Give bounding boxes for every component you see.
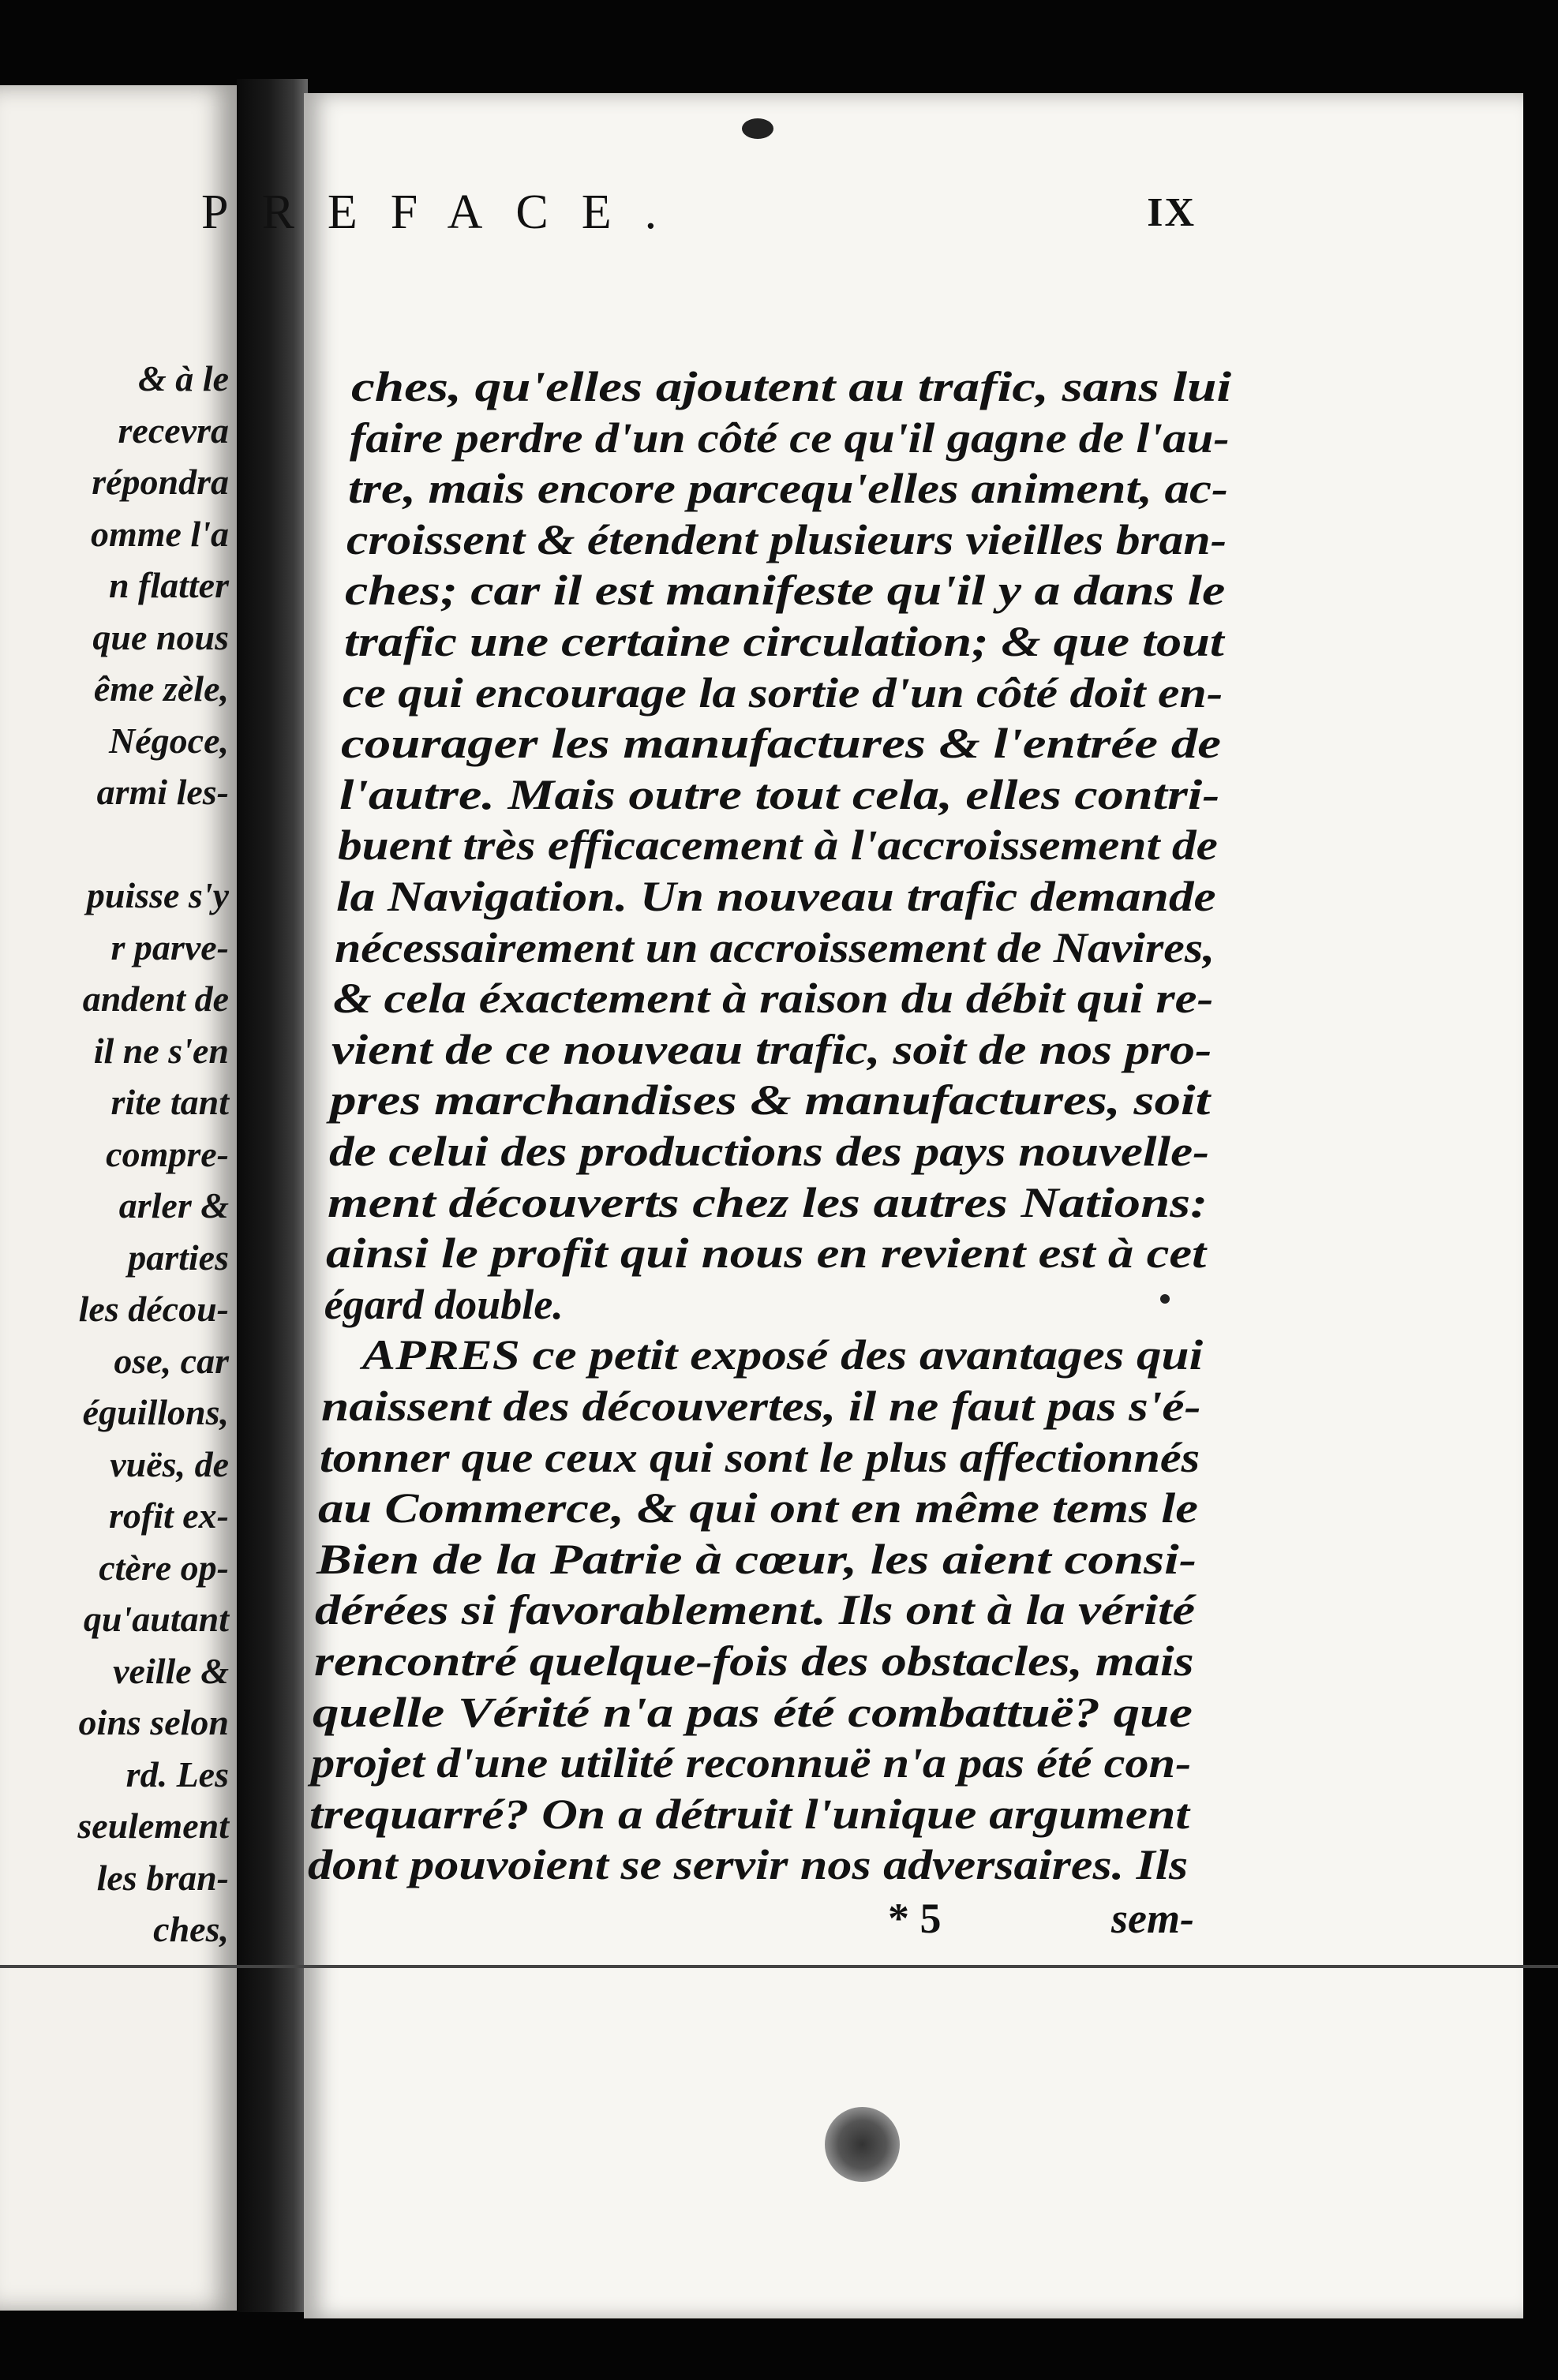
left-page-line: vuës, de xyxy=(110,1443,229,1484)
body-line: APRES ce petit exposé des avantages qui xyxy=(361,1331,1204,1379)
body-line: nécessairement un accroissement de Navires, xyxy=(335,923,1215,971)
left-page-line: compre- xyxy=(106,1133,229,1174)
left-page-line: ose, car xyxy=(114,1340,229,1381)
left-page-line: parties xyxy=(128,1237,229,1278)
body-line: naissent des découvertes, il ne faut pas s'é- xyxy=(321,1383,1201,1430)
left-page-line: rofit ex- xyxy=(108,1495,229,1536)
body-line: quelle Vérité n'a pas été combattuë? que xyxy=(312,1688,1193,1736)
left-page-line: Négoce, xyxy=(109,720,229,761)
body-line: buent très efficacement à l'accroissement de xyxy=(337,821,1218,870)
left-page-line: il ne s'en xyxy=(93,1030,229,1071)
body-line: vient de ce nouveau trafic, soit de nos pro- xyxy=(331,1025,1212,1073)
left-page-line: les décou- xyxy=(78,1289,229,1329)
body-line: ches, qu'elles ajoutent au trafic, sans lui xyxy=(351,363,1232,410)
left-page-line: que nous xyxy=(92,616,229,657)
book-gutter xyxy=(237,79,308,2312)
left-page-line: oins selon xyxy=(78,1702,229,1742)
body-line: trequarré? On a détruit l'unique argument xyxy=(309,1790,1189,1838)
catchword: sem- xyxy=(1111,1895,1194,1942)
left-page-line: puisse s'y xyxy=(86,875,229,915)
left-page-line: rite tant xyxy=(110,1082,229,1122)
left-page xyxy=(0,85,237,2311)
left-page-line: recevra xyxy=(118,410,229,451)
left-page-line: & à le xyxy=(138,358,229,399)
ink-speck xyxy=(1160,1294,1170,1304)
left-page-line: éguillons, xyxy=(82,1392,229,1432)
left-page-line: ctère op- xyxy=(99,1547,229,1588)
body-line: l'autre. Mais outre tout cela, elles contri- xyxy=(339,770,1220,818)
left-page-line: arler & xyxy=(118,1185,229,1226)
header-title: PREFACE. xyxy=(201,185,691,239)
body-line: égard double. xyxy=(324,1280,564,1328)
left-page-line: veille & xyxy=(113,1650,229,1691)
body-line: trafic une certaine circulation; & que tout xyxy=(343,618,1224,665)
body-line: ment découverts chez les autres Nations: xyxy=(327,1178,1208,1226)
body-line: ches; car il est manifeste qu'il y a dans le xyxy=(345,567,1226,615)
body-line: la Navigation. Un nouveau trafic demande xyxy=(336,873,1216,920)
left-page-line: rd. Les xyxy=(125,1753,229,1794)
body-line: & cela éxactement à raison du débit qui re- xyxy=(333,975,1214,1023)
left-page-line: qu'autant xyxy=(83,1599,229,1639)
left-page-line: répondra xyxy=(92,462,229,502)
ink-speck xyxy=(742,118,773,139)
body-line: ainsi le profit qui nous en revient est à cet xyxy=(325,1229,1206,1278)
left-page-line: andent de xyxy=(82,979,229,1019)
left-page-line: n flatter xyxy=(108,565,229,605)
body-line: dont pouvoient se servir nos adversaires. Ils xyxy=(307,1841,1189,1889)
body-line: rencontré quelque-fois des obstacles, mais xyxy=(313,1637,1194,1685)
body-line: faire perdre d'un côté ce qu'il gagne de l'au- xyxy=(350,414,1230,462)
body-line: courager les manufactures & l'entrée de xyxy=(340,720,1221,768)
left-page-line: ches, xyxy=(153,1909,229,1949)
body-line: au Commerce, & qui ont en même tems le xyxy=(318,1484,1199,1532)
left-page-line: seulement xyxy=(77,1806,229,1846)
body-line: Bien de la Patrie à cœur, les aient consi- xyxy=(316,1535,1197,1583)
body-line: pres marchandises & manufactures, soit xyxy=(330,1076,1211,1125)
signature-mark: * 5 xyxy=(888,1895,942,1942)
body-line: projet d'une utilité reconnuë n'a pas été con- xyxy=(310,1739,1191,1787)
body-line: ce qui encourage la sortie d'un côté doit en- xyxy=(342,668,1223,717)
body-line: dérées si favorablement. Ils ont à la vérité xyxy=(315,1586,1196,1634)
left-page-line: r parve- xyxy=(110,926,229,967)
left-page-line: ême zèle, xyxy=(93,668,229,709)
left-page-line: armi les- xyxy=(96,772,229,812)
body-line: tonner que ceux qui sont le plus affectionnés xyxy=(320,1433,1200,1481)
left-page-line: les bran- xyxy=(96,1857,229,1898)
body-line: croissent & étendent plusieurs vieilles bran- xyxy=(346,515,1227,563)
page-number: IX xyxy=(1147,190,1196,235)
left-page-line: omme l'a xyxy=(90,513,229,554)
page-bottom-rule xyxy=(0,1965,1558,1968)
ink-stain xyxy=(825,2107,900,2182)
page-header xyxy=(201,185,1196,248)
body-line: tre, mais encore parcequ'elles animent, ac- xyxy=(348,465,1229,513)
body-line: de celui des productions des pays nouvelle- xyxy=(328,1128,1209,1175)
